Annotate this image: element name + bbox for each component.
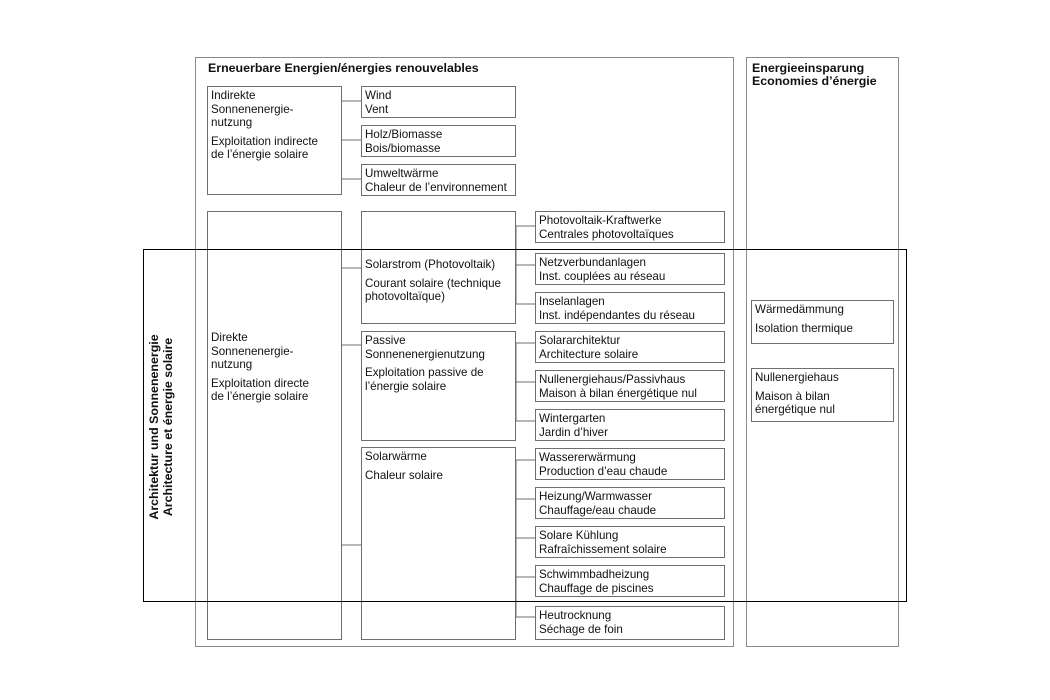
leaf-de: Photovoltaik-Kraftwerke bbox=[539, 214, 662, 227]
indirect-solar-use-box bbox=[207, 86, 342, 195]
direct-fr-1: Exploitation directe bbox=[211, 376, 309, 390]
ambient-heat-fr: Chaleur de l’environnement bbox=[365, 180, 507, 194]
leaf-fr: Inst. indépendantes du réseau bbox=[539, 308, 695, 322]
passive-fr-1: Exploitation passive de bbox=[365, 366, 484, 379]
solar-heat-fr: Chaleur solaire bbox=[365, 468, 443, 482]
direct-fr-2: de l’énergie solaire bbox=[211, 390, 309, 403]
indirect-fr-2: de l’énergie solaire bbox=[211, 148, 309, 161]
biomass-fr: Bois/biomasse bbox=[365, 141, 441, 155]
direct-de-1: Direkte bbox=[211, 331, 248, 344]
indirect-fr-1: Exploitation indirecte bbox=[211, 134, 318, 148]
renewable-energy-title: Erneuerbare Energien/énergies renouvelables bbox=[208, 61, 479, 75]
energy-saving-title-de: Energieeinsparung bbox=[752, 61, 865, 75]
solar-power-de: Solarstrom (Photovoltaik) bbox=[365, 258, 496, 271]
leaf-fr: Maison à bilan énergétique nul bbox=[539, 386, 697, 400]
leaf-fr: Rafraîchissement solaire bbox=[539, 542, 667, 556]
leaf-fr: Architecture solaire bbox=[539, 347, 639, 361]
leaf-fr: Inst. couplées au réseau bbox=[539, 269, 666, 283]
leaf-de: Heizung/Warmwasser bbox=[539, 490, 652, 503]
saving-de: Nullenergiehaus bbox=[755, 371, 839, 384]
pv-plants-box bbox=[535, 211, 725, 243]
leaf-fr: Chauffage de piscines bbox=[539, 581, 654, 595]
biomass-box bbox=[361, 125, 516, 157]
direct-de-2: Sonnenenergie- bbox=[211, 344, 294, 358]
leaf-de: Schwimmbadheizung bbox=[539, 568, 650, 581]
energy-saving-title bbox=[752, 62, 877, 88]
architecture-solar-title-fr: Architecture et énergie solaire bbox=[161, 337, 175, 517]
architecture-solar-title-de: Architektur und Sonnenenergie bbox=[147, 334, 161, 520]
ambient-heat-box bbox=[361, 164, 516, 196]
direct-de-3: nutzung bbox=[211, 358, 253, 371]
wind-box bbox=[361, 86, 516, 118]
wind-fr: Vent bbox=[365, 102, 389, 116]
leaf-de: Wassererwärmung bbox=[539, 451, 636, 464]
ambient-heat-de: Umweltwärme bbox=[365, 167, 439, 180]
leaf-de: Solare Kühlung bbox=[539, 529, 619, 542]
biomass-de: Holz/Biomasse bbox=[365, 128, 443, 141]
leaf-de: Heutrocknung bbox=[539, 609, 612, 622]
indirect-de-2: Sonnenenergie- bbox=[211, 102, 294, 116]
saving-fr: Isolation thermique bbox=[755, 321, 853, 335]
architecture-solar-title bbox=[147, 334, 175, 519]
indirect-de-3: nutzung bbox=[211, 116, 253, 129]
leaf-de: Solararchitektur bbox=[539, 334, 621, 347]
solar-heat-de: Solarwärme bbox=[365, 450, 427, 463]
solar-power-fr-2: photovoltaïque) bbox=[365, 290, 445, 303]
indirect-de-1: Indirekte bbox=[211, 89, 256, 102]
leaf-de: Netzverbundanlagen bbox=[539, 256, 646, 269]
passive-fr-2: l’énergie solaire bbox=[365, 379, 447, 393]
leaf-fr: Chauffage/eau chaude bbox=[539, 503, 657, 517]
saving-fr-2: énergétique nul bbox=[755, 403, 835, 416]
leaf-de: Wintergarten bbox=[539, 412, 606, 425]
leaf-fr: Centrales photovoltaïques bbox=[539, 227, 674, 241]
energy-saving-title-fr: Economies d’énergie bbox=[752, 74, 877, 88]
saving-fr-1: Maison à bilan bbox=[755, 389, 830, 403]
leaf-de: Nullenergiehaus/Passivhaus bbox=[539, 373, 686, 386]
wind-de: Wind bbox=[365, 89, 392, 102]
architecture-solar-highlight-frame bbox=[143, 249, 907, 602]
leaf-de: Inselanlagen bbox=[539, 295, 605, 308]
hay-drying-box bbox=[535, 606, 725, 640]
leaf-fr: Séchage de foin bbox=[539, 622, 623, 636]
leaf-fr: Production d’eau chaude bbox=[539, 464, 668, 478]
solar-power-fr-1: Courant solaire (technique bbox=[365, 276, 501, 290]
saving-de: Wärmedämmung bbox=[755, 303, 844, 316]
leaf-fr: Jardin d’hiver bbox=[539, 425, 608, 439]
passive-de-2: Sonnenenergienutzung bbox=[365, 347, 485, 361]
passive-de-1: Passive bbox=[365, 334, 406, 347]
